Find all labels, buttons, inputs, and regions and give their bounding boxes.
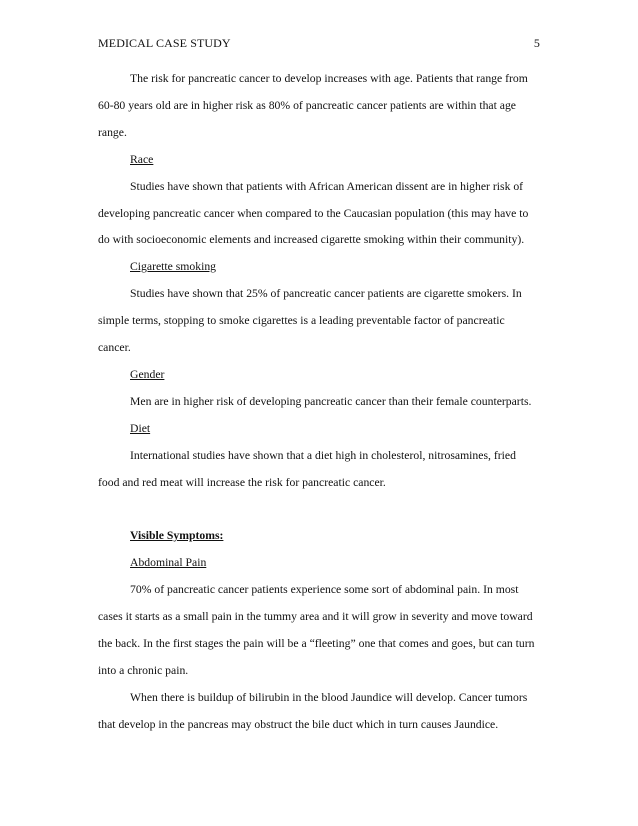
heading-gender: Gender <box>130 367 165 381</box>
paragraph-race: Studies have shown that patients with African American dissent are in higher risk of developing pancreatic cancer when compared to the Caucasian population (this may have to do with socioeconomic elements and increased cigarette smoking within their community). <box>98 179 529 247</box>
paragraph-age: The risk for pancreatic cancer to develop increases with age. Patients that range from 60-80 years old are in higher risk as 80% of pancreatic cancer patients are within that age range. <box>98 72 528 139</box>
heading-race: Race <box>130 152 154 166</box>
heading-diet: Diet <box>130 421 151 435</box>
section-spacer <box>98 497 540 524</box>
paragraph-diet: International studies have shown that a diet high in cholesterol, nitrosamines, fried food and red meat will increase the risk for pancreatic cancer. <box>98 448 516 489</box>
paragraph-gender: Men are in higher risk of developing pancreatic cancer than their female counterparts. <box>130 394 532 408</box>
heading-cigarette-smoking: Cigarette smoking <box>130 260 217 274</box>
document-body <box>98 66 540 739</box>
page-header <box>98 36 540 52</box>
page-number: 5 <box>533 36 540 50</box>
running-title: MEDICAL CASE STUDY <box>98 36 231 50</box>
paragraph-jaundice: When there is buildup of bilirubin in the blood Jaundice will develop. Cancer tumors that develop in the pancreas may obstruct the bile duct which in turn causes Jaundice. <box>98 690 528 731</box>
paragraph-abdominal-pain: 70% of pancreatic cancer patients experience some sort of abdominal pain. In most cases it starts as a small pain in the tummy area and it will grow in severity and move toward the back. In the first stages the pain will be a “fleeting” one that comes and goes, but can turn into a chronic pain. <box>98 583 535 677</box>
paragraph-cigarette-smoking: Studies have shown that 25% of pancreatic cancer patients are cigarette smokers. In simple terms, stopping to smoke cigarettes is a leading preventable factor of pancreatic cancer. <box>98 287 522 355</box>
heading-visible-symptoms: Visible Symptoms: <box>130 529 224 543</box>
heading-abdominal-pain: Abdominal Pain <box>130 556 207 570</box>
